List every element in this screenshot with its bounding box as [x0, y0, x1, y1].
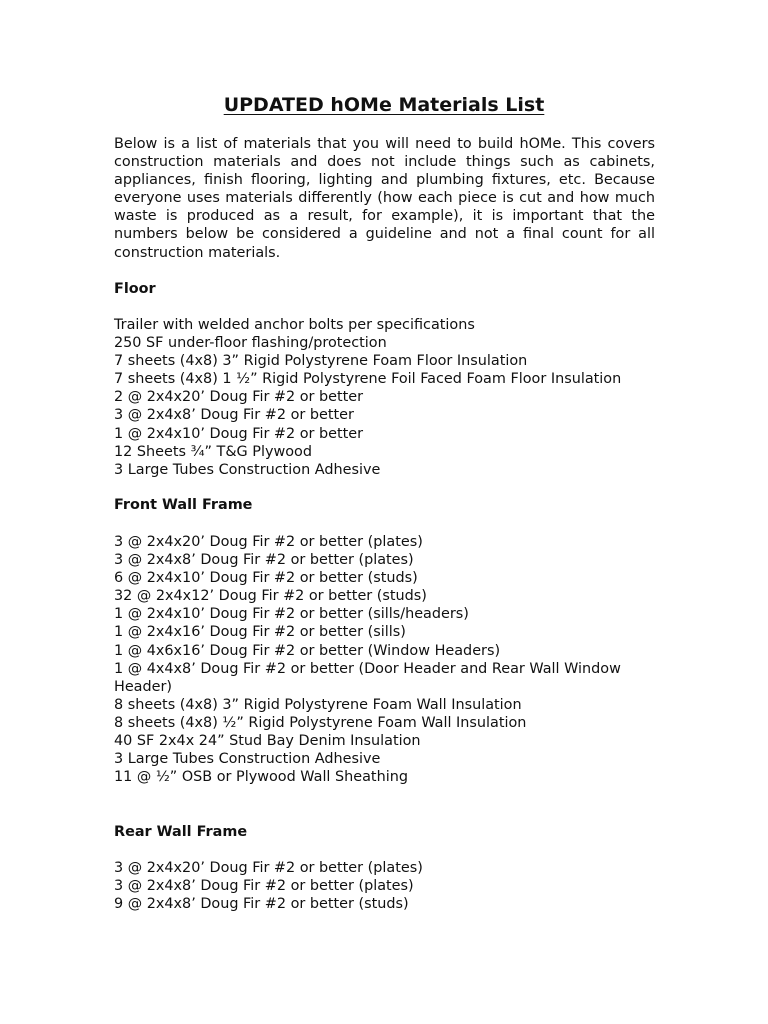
document-title: UPDATED hOMe Materials List: [223, 94, 545, 116]
list-item: 1 @ 2x4x10’ Doug Fir #2 or better: [114, 425, 364, 442]
list-item: 3 @ 2x4x8’ Doug Fir #2 or better (plates): [114, 552, 414, 569]
list-item: 7 sheets (4x8) 1 ½” Rigid Polystyrene Foil Faced Foam Floor Insulation: [114, 371, 622, 388]
list-item: 32 @ 2x4x12’ Doug Fir #2 or better (studs): [114, 588, 427, 605]
section-heading-floor: Floor: [114, 281, 156, 297]
list-item: 8 sheets (4x8) ½” Rigid Polystyrene Foam Wall Insulation: [114, 714, 527, 731]
list-item: 3 @ 2x4x20’ Doug Fir #2 or better (plates): [114, 534, 423, 550]
list-item: 6 @ 2x4x10’ Doug Fir #2 or better (studs): [114, 570, 418, 587]
section-heading-rear-wall: Rear Wall Frame: [114, 824, 248, 840]
list-item: 3 Large Tubes Construction Adhesive: [114, 751, 381, 768]
list-item: 1 @ 4x6x16’ Doug Fir #2 or better (Window Headers): [114, 642, 501, 659]
list-item: 1 @ 2x4x16’ Doug Fir #2 or better (sills): [114, 624, 406, 641]
rear-wall-materials-list: [114, 859, 674, 913]
list-item: 3 @ 2x4x20’ Doug Fir #2 or better (plates): [114, 860, 423, 876]
list-item: 2 @ 2x4x20’ Doug Fir #2 or better: [114, 389, 364, 406]
list-item: 3 @ 2x4x8’ Doug Fir #2 or better: [114, 407, 354, 424]
list-item: 40 SF 2x4x 24” Stud Bay Denim Insulation: [114, 733, 421, 750]
floor-materials-list: [114, 316, 674, 479]
front-wall-materials-list: [114, 533, 674, 786]
list-item: 3 Large Tubes Construction Adhesive: [114, 461, 381, 478]
list-item: 1 @ 2x4x10’ Doug Fir #2 or better (sills/headers): [114, 606, 469, 623]
list-item: 8 sheets (4x8) 3” Rigid Polystyrene Foam Wall Insulation: [114, 696, 522, 713]
list-item: 3 @ 2x4x8’ Doug Fir #2 or better (plates): [114, 878, 414, 895]
list-item: 11 @ ½” OSB or Plywood Wall Sheathing: [114, 769, 408, 786]
list-item: 250 SF under-floor flashing/protection: [114, 335, 387, 352]
list-item: 12 Sheets ¾” T&G Plywood: [114, 443, 312, 460]
list-item: 9 @ 2x4x8’ Doug Fir #2 or better (studs): [114, 896, 409, 913]
list-item: Trailer with welded anchor bolts per specifications: [114, 317, 475, 333]
list-item: 1 @ 4x4x8’ Doug Fir #2 or better (Door Header and Rear Wall Window Header): [114, 660, 621, 695]
intro-paragraph: Below is a list of materials that you will need to build hOMe. This covers construction materials and does not include things such as cabinets, appliances, finish flooring, lighting and plumbing fixtures, etc. Because everyone uses materials differently (how each piece is cut and how much waste is produced as a result, for example), it is important that the numbers below be considered a guideline and not a final count for all construction materials.: [114, 136, 655, 261]
list-item: 7 sheets (4x8) 3” Rigid Polystyrene Foam Floor Insulation: [114, 353, 528, 370]
section-heading-front-wall: Front Wall Frame: [114, 497, 253, 513]
